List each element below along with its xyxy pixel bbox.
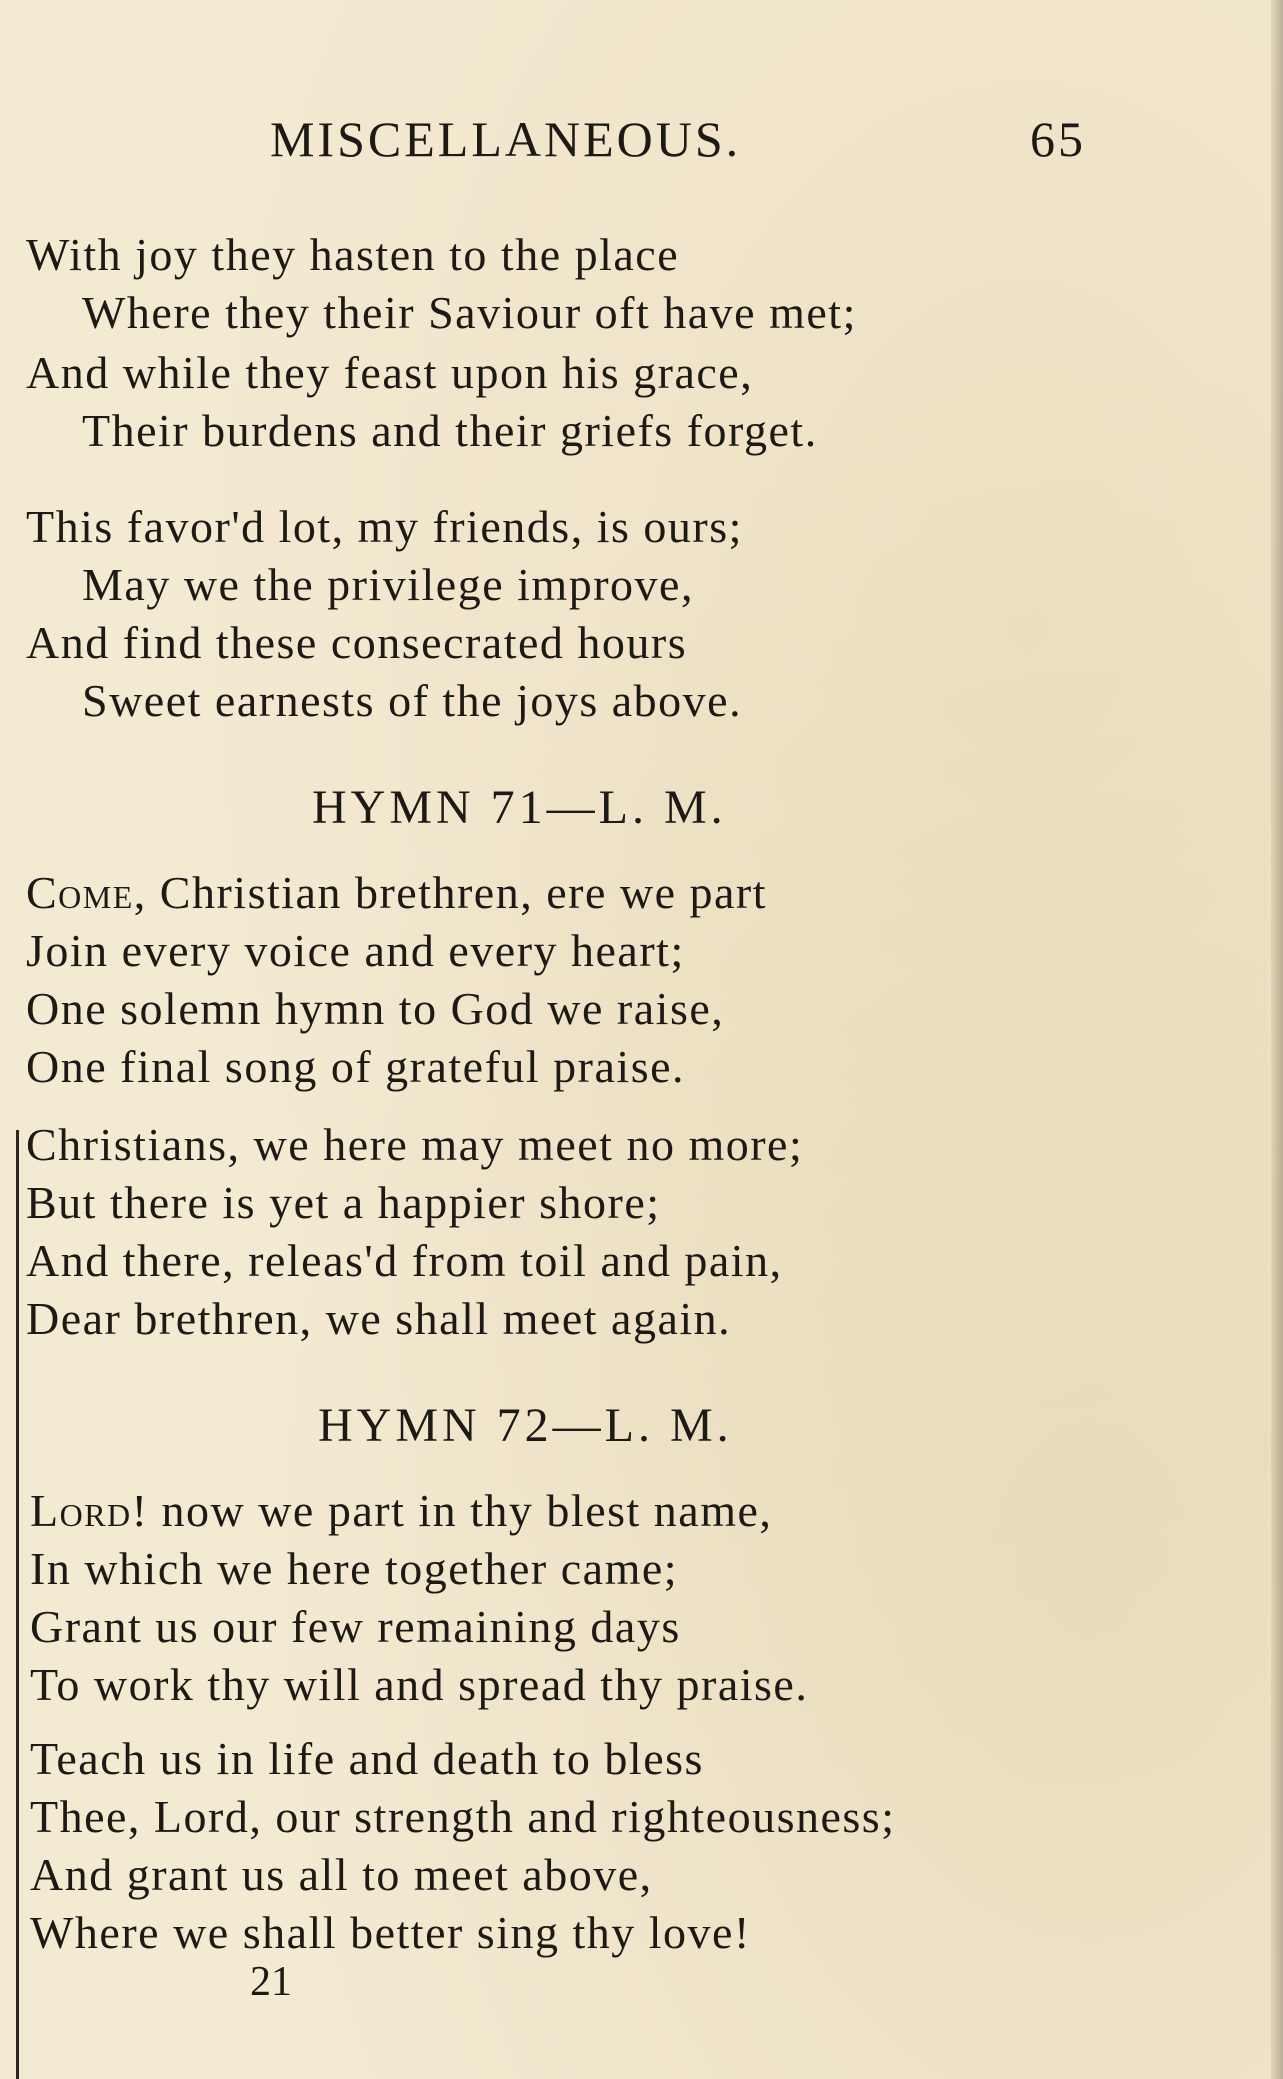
page-edge: [1271, 0, 1283, 2079]
verse-line: With joy they hasten to the place: [26, 229, 680, 280]
hymn-title: HYMN 71—L. M.: [312, 781, 727, 834]
signature-mark: 21: [250, 1959, 292, 2005]
verse-line: Join every voice and every heart;: [26, 925, 685, 976]
verse-line: [26, 866, 767, 919]
verse-line: Their burdens and their griefs forget.: [82, 405, 818, 456]
verse-line-text: now we part in thy blest name,: [148, 1485, 773, 1536]
verse-line: But there is yet a happier shore;: [26, 1177, 661, 1228]
verse-line: Christians, we here may meet no more;: [26, 1119, 804, 1170]
gutter-line: [16, 1130, 19, 2079]
verse-line: Teach us in life and death to bless: [30, 1733, 704, 1784]
drop-word: Come,: [26, 867, 147, 918]
verse-line: And grant us all to meet above,: [30, 1849, 653, 1900]
verse-line: Thee, Lord, our strength and righteousness;: [30, 1791, 896, 1842]
drop-word: Lord!: [30, 1485, 149, 1536]
verse-line: And find these consecrated hours: [26, 617, 688, 668]
verse-line: May we the privilege improve,: [82, 559, 694, 610]
verse-line: Where we shall better sing thy love!: [30, 1907, 751, 1958]
verse-line: Grant us our few remaining days: [30, 1601, 681, 1652]
page-number: 65: [1030, 111, 1086, 167]
running-title: MISCELLANEOUS.: [270, 111, 742, 167]
verse-line-text: Christian brethren, ere we part: [146, 867, 768, 918]
hymn-title: HYMN 72—L. M.: [318, 1399, 733, 1452]
verse-line: And while they feast upon his grace,: [26, 347, 754, 398]
verse-line: One solemn hymn to God we raise,: [26, 983, 725, 1034]
verse-line: And there, releas'd from toil and pain,: [26, 1235, 783, 1286]
verse-line: To work thy will and spread thy praise.: [30, 1659, 809, 1710]
verse-line: Sweet earnests of the joys above.: [82, 675, 743, 726]
verse-line: This favor'd lot, my friends, is ours;: [26, 501, 743, 552]
page-header: [270, 110, 1090, 170]
verse-line: Dear brethren, we shall meet again.: [26, 1293, 732, 1344]
verse-line: [30, 1484, 772, 1537]
verse-line: In which we here together came;: [30, 1543, 679, 1594]
verse-line: One final song of grateful praise.: [26, 1041, 686, 1092]
verse-line: Where they their Saviour oft have met;: [82, 287, 857, 338]
